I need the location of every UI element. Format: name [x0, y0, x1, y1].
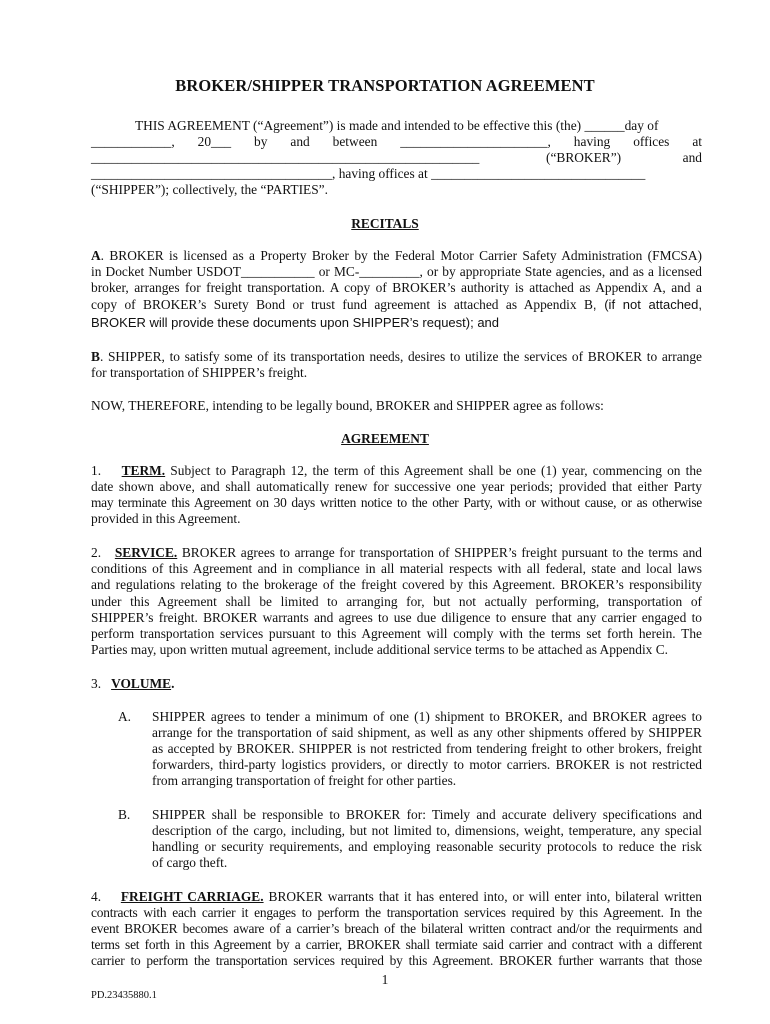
section-3-number: 3. — [91, 676, 102, 691]
section-3a-line-5: from arranging transportation of freight for other parties. — [152, 773, 457, 788]
section-3a-line-1: SHIPPER agrees to tender a minimum of one (1) shipment to BROKER, and BROKER agrees to — [152, 709, 702, 724]
section-1-line-1 — [91, 463, 702, 479]
section-4-number: 4. — [91, 889, 102, 904]
intro-line-1: THIS AGREEMENT (“Agreement”) is made and intended to be effective this (the) ______day of — [135, 118, 659, 133]
and-word: and — [682, 150, 702, 165]
broker-name-blank[interactable]: __________________________________________________________ — [91, 150, 480, 165]
section-3b-line-1: SHIPPER shall be responsible to BROKER for: Timely and accurate delivery specifications and — [152, 807, 702, 822]
section-1-line-4: provided in this Agreement. — [91, 511, 241, 526]
recital-a-line-4 — [91, 297, 702, 313]
section-1-line-2: date shown above, and shall automatically renew for successive one year periods; provided that either Party — [91, 479, 702, 494]
section-2-text-1: BROKER agrees to arrange for transportation of SHIPPER’s freight pursuant to the terms and — [177, 545, 702, 560]
section-3a-line-2: arrange for the transportation of said shipment, as well as any other shipments offered by SHIPPER — [152, 725, 702, 740]
section-2-title: SERVICE. — [114, 545, 178, 560]
recital-a-label: A — [91, 248, 101, 263]
section-1-text-1: Subject to Paragraph 12, the term of this Agreement shall be one (1) year, commencing on the — [165, 463, 702, 478]
section-2-line-4: under this Agreement shall be limited to arranging for, but not actually performing, transportation of — [91, 594, 702, 609]
section-4-title: FREIGHT CARRIAGE. — [120, 889, 264, 904]
agreement-heading: AGREEMENT — [341, 431, 429, 446]
section-3b-line-3: handling or security requirements, and employing reasonable security protocols to reduce the risk — [152, 839, 702, 854]
section-2-line-7: Parties may, upon written mutual agreement, include additional service terms to be attached as Appendix C. — [91, 642, 668, 657]
section-3-title: VOLUME — [111, 676, 172, 691]
recital-a-text-4a: copy of BROKER’s Surety Bond or trust fund agreement is attached as Appendix B — [91, 297, 593, 312]
section-3-title-dot: . — [171, 676, 175, 691]
recital-b-text-1: . SHIPPER, to satisfy some of its transportation needs, desires to utilize the services of BROKER to arrange — [99, 349, 702, 364]
section-4-line-1 — [91, 889, 702, 905]
recital-a-text-1: . BROKER is licensed as a Property Broker by the Federal Motor Carrier Safety Administration (FMCSA) — [100, 248, 702, 263]
section-4-line-4: terms set forth in this Agreement by a carrier, BROKER shall termiate said carrier and contract with a different — [91, 937, 702, 952]
section-2-number: 2. — [91, 545, 102, 560]
recital-b-label: B — [91, 349, 100, 364]
section-3a-label: A. — [118, 709, 132, 724]
recital-a-line-1 — [91, 248, 702, 264]
recital-b-line-2: for transportation of SHIPPER’s freight. — [91, 365, 308, 380]
recital-a-text-4b: , (if not attached, — [592, 297, 702, 312]
recital-a-line-3: broker, arranges for freight transportation. A copy of BROKER’s authority is attached as Appendix A, and a — [91, 280, 702, 295]
section-3-heading — [91, 676, 702, 692]
section-1-title: TERM. — [121, 463, 166, 478]
page-number: 1 — [381, 972, 389, 987]
now-therefore: NOW, THEREFORE, intending to be legally bound, BROKER and SHIPPER agree as follows: — [91, 398, 604, 413]
section-3a-line-4: forwarders, third-party logistics providers, or directly to motor carriers. BROKER is not restricted — [152, 757, 702, 772]
intro-line-2: ____________, 20___ by and between ______________________, having offices at — [91, 134, 702, 149]
section-4-line-3: event BROKER becomes aware of a carrier’s breach of the bilateral written contract and/or the requirments and — [91, 921, 702, 936]
section-4-line-5: carrier to perform the transportation services required by this Agreement. BROKER further warrants that those — [91, 953, 702, 968]
section-4-line-2: contracts with each carrier it engages to perform the transportation services required by this Agreement. In the — [91, 905, 702, 920]
section-3b-line-2: description of the cargo, including, but not limited to, dimensions, weight, temperature, any special — [152, 823, 702, 838]
document-title: BROKER/SHIPPER TRANSPORTATION AGREEMENT — [175, 76, 595, 95]
section-2-line-5: SHIPPER’s freight. BROKER warrants and agrees to use due diligence to ensure that any carrier engaged to — [91, 610, 702, 625]
section-1-number: 1. — [91, 463, 102, 478]
section-2-line-2: conditions of this Agreement and in compliance in all material respects with all federal, state and local laws — [91, 561, 702, 576]
recital-b-line-1 — [91, 349, 702, 365]
section-3b-label: B. — [118, 807, 131, 822]
recital-a-line-5: BROKER will provide these documents upon SHIPPER’s request); and — [91, 315, 500, 330]
section-2-line-6: perform transportation services pursuant to this Agreement will comply with the terms set forth herein. The — [91, 626, 702, 641]
section-2-line-1 — [91, 545, 702, 561]
section-1-line-3: may terminate this Agreement on 30 days written notice to the other Party, with or without cause, or as otherwise — [91, 495, 702, 510]
intro-line-5: (“SHIPPER”); collectively, the “PARTIES”. — [91, 182, 328, 197]
section-3a-line-3: as accepted by BROKER. SHIPPER is not restricted from tendering freight to other brokers, freight — [152, 741, 702, 756]
document-id-footer: PD.23435880.1 — [91, 990, 157, 1001]
section-4-text-1: BROKER warrants that it has entered into, or will enter into, bilateral written — [263, 889, 703, 904]
broker-label: (“BROKER”) — [546, 150, 622, 165]
section-2-line-3: and regulations relating to the brokerage of the freight covered by this Agreement. BROKER’s responsibility — [91, 577, 702, 592]
section-3b-line-4: of cargo theft. — [152, 855, 228, 870]
recitals-heading: RECITALS — [351, 216, 419, 231]
intro-line-4: ____________________________________, having offices at ________________________________ — [91, 166, 646, 181]
recital-a-line-2: in Docket Number USDOT___________ or MC-_________, or by appropriate State agencies, and as a licensed — [91, 264, 702, 279]
